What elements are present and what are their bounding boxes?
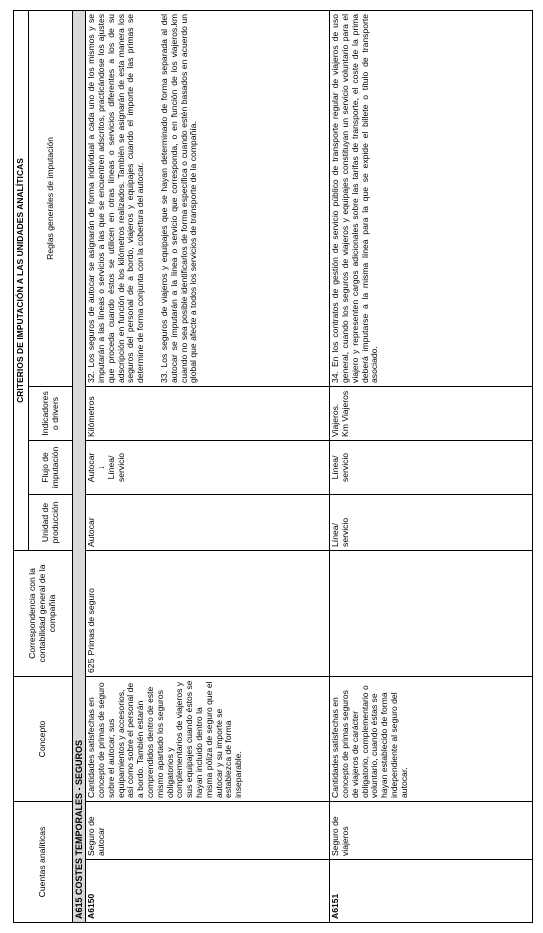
reglas-cell	[330, 10, 533, 386]
concepto-cell: Cantidades satisfechas en concepto de primas de seguro sobre el autocar, sus equipamientos y accesorios, así como sobre el personal de a bordo. También estarán comprendidos dentro de este mismo apartado los seguros obligatorios y complementarios de viajeros y sus equipajes cuando éstos se hayan incluido dentro la misma póliza de seguro que el autocar y su importe se establezca de forma inseparable.	[86, 676, 330, 801]
col-header-indicadores: Indicadores o drivers	[29, 386, 73, 440]
account-name: Seguro de viajeros	[330, 801, 533, 859]
cg-account-description: Primas de seguro	[86, 550, 330, 657]
cg-account-number: 625	[86, 657, 330, 676]
cg-account-number	[330, 657, 533, 676]
col-header-flujo: Flujo de imputación	[29, 440, 73, 494]
indicador-cell: Viajeros. Km Viajeros	[330, 386, 533, 440]
account-code: A6151	[330, 860, 533, 923]
rule-paragraph: 33. Los seguros de viajeros y equipajes que se hayan determinado de forma separada al del autocar se imputarán a la línea o servicio que corresponda, o en función de los viajeros.km cuando no sea posible identificarlos de forma específica o cuando estén basados en acuerdo un global que afecte a todos los servicios de transporte de la compañía.	[159, 13, 199, 383]
arrow-down-icon: ↓	[96, 465, 107, 470]
imputation-criteria-table	[13, 10, 533, 923]
flujo-cell	[330, 440, 533, 494]
flujo-origin: Autocar	[86, 452, 97, 483]
section-title: A615 COSTES TEMPORALES - SEGUROS	[73, 10, 86, 922]
flujo-destination: Línea/ servicio	[105, 452, 126, 483]
col-header-reglas: Reglas generales de imputación	[29, 10, 73, 386]
flujo-origin: Línea/ servicio	[330, 452, 351, 483]
cg-account-description	[330, 550, 533, 657]
account-name: Seguro de autocar	[86, 801, 330, 859]
flujo-cell	[86, 440, 330, 494]
table-row	[330, 10, 533, 922]
col-header-correspondencia: Correspondencia con la contabilidad general de la compañía	[14, 550, 73, 676]
unidad-cell: Autocar	[86, 494, 330, 550]
table-row	[86, 10, 330, 922]
rule-paragraph: 32. Los seguros de autocar se asignarán de forma individual a cada uno de los mismos y se imputarán a las líneas o servicios a las que se encuentren adscritos, practicándose los ajustes que proceda cuando éstos se utilicen en otras líneas o servicios diferentes a los de su adscripción en función de los kilómetros realizados. También se asignarán de esta manera los seguros del personal de a bordo, viajeros y equipajes cuando el importe de las primas se determine de forma conjunta con la cobertura del autocar.	[86, 13, 146, 383]
col-header-concepto: Concepto	[14, 676, 73, 801]
col-header-unidad: Unidad de producción	[29, 494, 73, 550]
section-row	[73, 10, 86, 922]
indicador-cell: Kilómetros	[86, 386, 330, 440]
header-row-group	[14, 10, 29, 922]
unidad-cell: Línea/ servicio	[330, 494, 533, 550]
reglas-cell	[86, 10, 330, 386]
account-code: A6150	[86, 860, 330, 923]
concepto-cell: Cantidades satisfechas en concepto de primas seguros de viajeros de carácter obligatorio, complementario o voluntario, cuando éstas se hayan establecido de forma independiente al seguro del autocar.	[330, 676, 533, 801]
rule-paragraph: 34. En los contratos de gestión de servicio público de transporte regular de viajeros de uso general, cuando los seguros de viajeros y equipajes constituyan un servicio voluntario para el viajero y representen cargos adicionales sobre las tarifas de transporte, el coste de la prima deberá imputarse a la misma línea para la que se expide el billete o título de transporte asociado.	[330, 13, 380, 383]
group-header-criterios: CRITERIOS DE IMPUTACIÓN A LAS UNIDADES ANALÍTICAS	[14, 10, 29, 550]
col-header-cuentas: Cuentas analíticas	[14, 801, 73, 922]
